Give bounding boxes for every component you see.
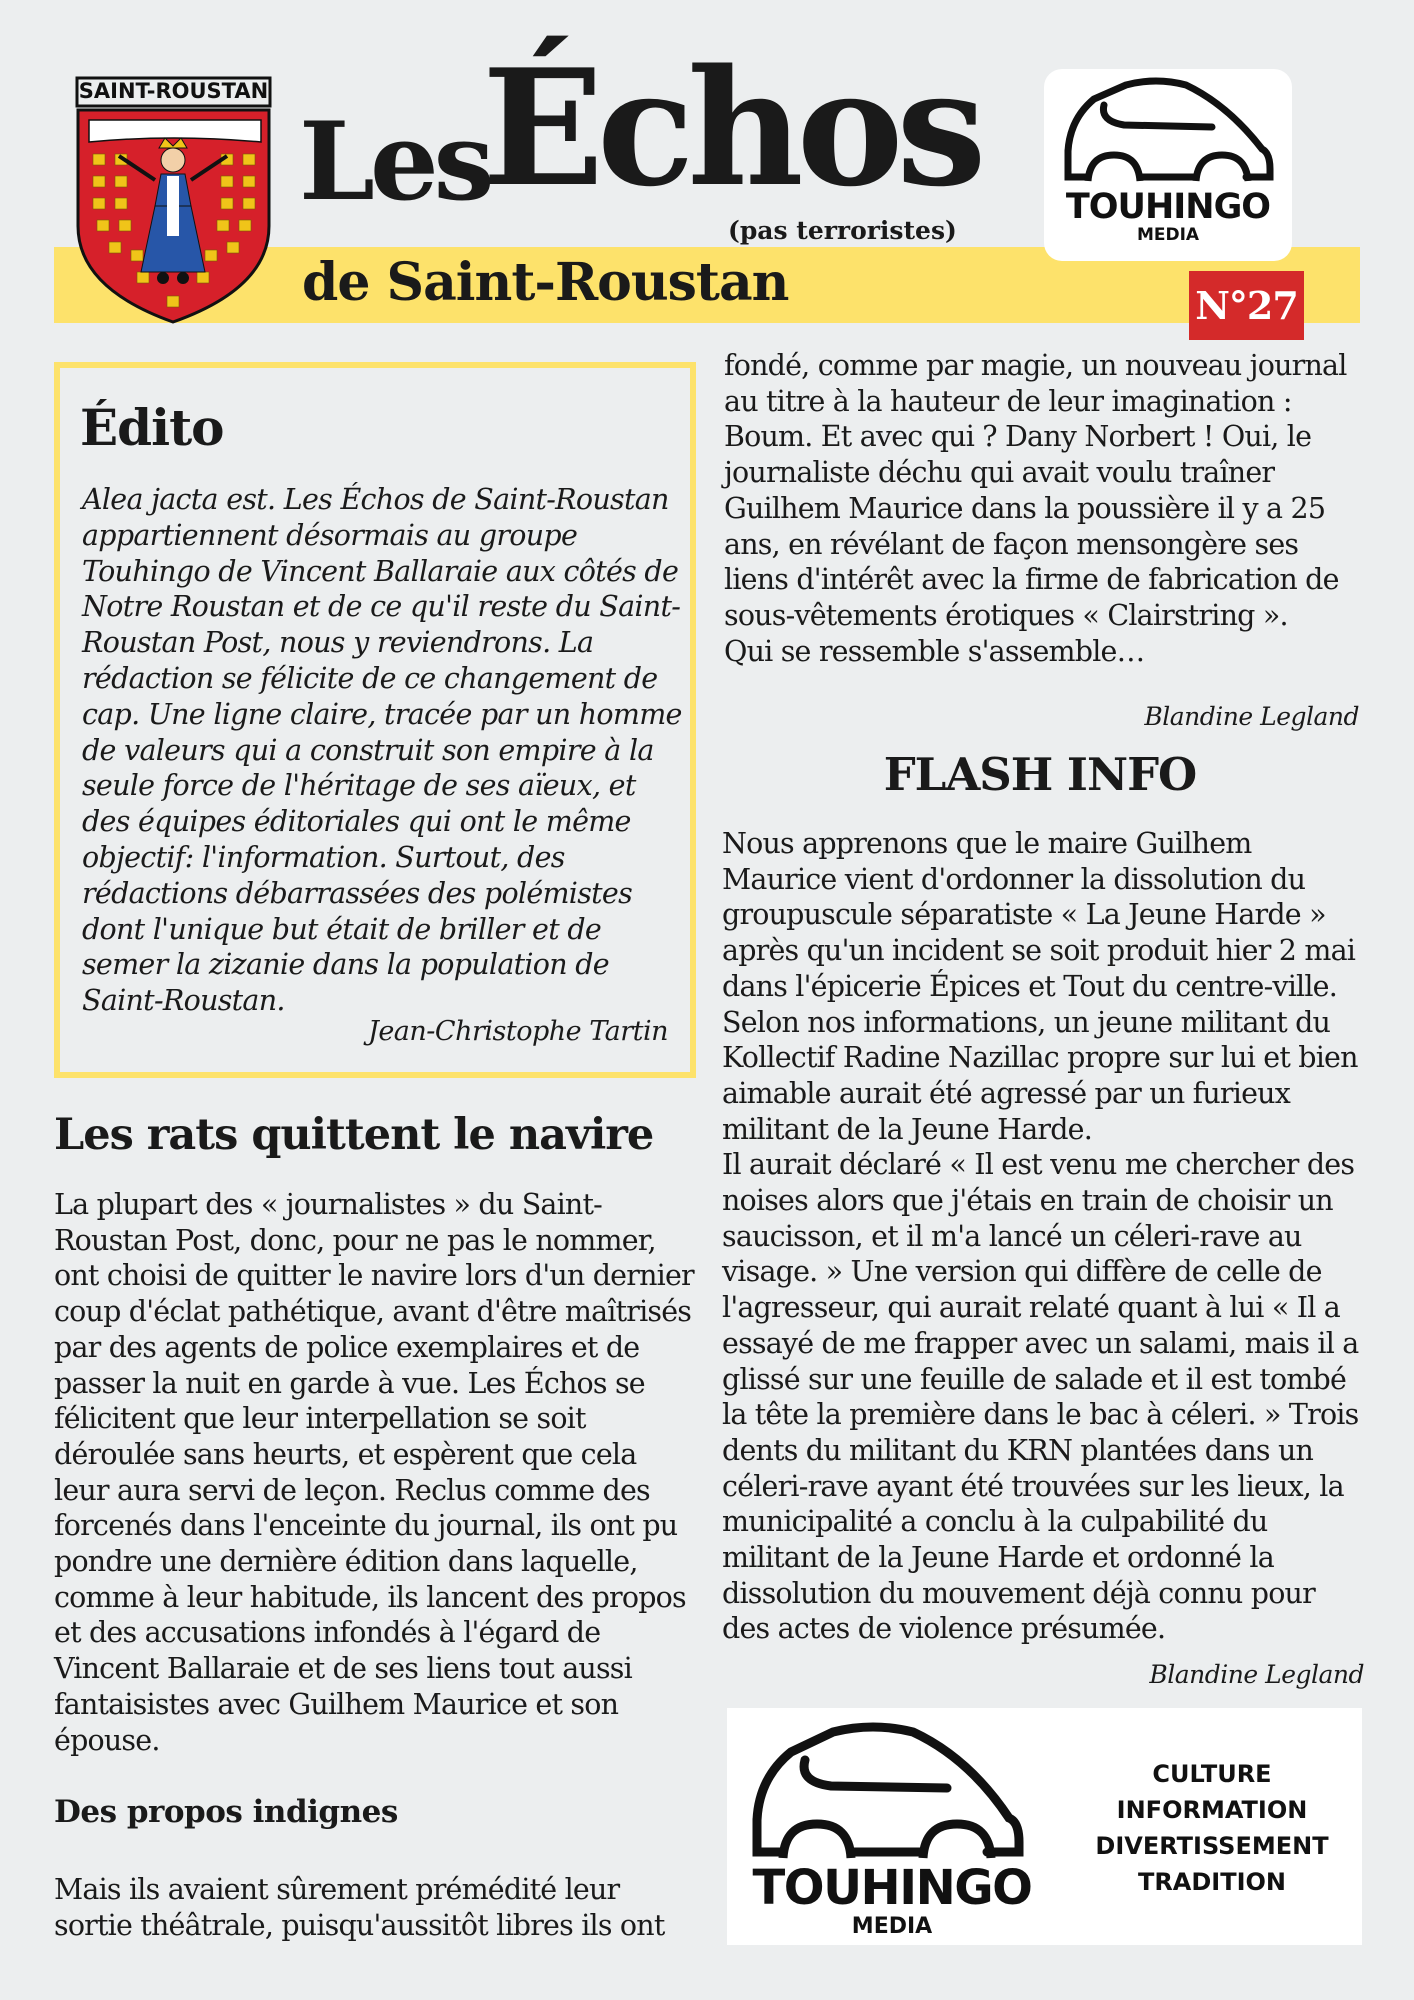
edito-box xyxy=(54,362,696,1078)
ad-tagline xyxy=(1077,1756,1347,1900)
crest-town-name: SAINT-ROUSTAN xyxy=(78,79,269,103)
ad-brand-name: TOUHINGO xyxy=(752,1860,1032,1916)
title-echos: Échos xyxy=(482,34,980,222)
article-body: La plupart des « journalistes » du Saint-Roustan Post, donc, pour ne pas le nommer, ont choisi de quitter le navire lors d'un dernier coup d'éclat pathétique, avant d'être maîtrisés par des agents de police exemplaires et de passer la nuit en garde à vue. Les Échos se félicitent que leur interpellation se soit déroulée sans heurts, et espèrent que cela leur aura servi de leçon. Reclus comme des forcenés dans l'enceinte du journal, ils ont pu pondre une dernière édition dans laquelle, comme à leur habitude, ils lancent des propos et des accusations infondés à l'égard de Vincent Ballaraie et de ses liens tout aussi fantaisistes avec Guilhem Maurice et son épouse. xyxy=(54,1188,694,1757)
title-les: Les xyxy=(299,99,490,225)
ad-tag-tradition: TRADITION xyxy=(1137,1868,1287,1896)
ad-tag-culture: CULTURE xyxy=(1152,1760,1272,1788)
ad-tag-information: INFORMATION xyxy=(1116,1796,1308,1824)
article-continuation-text: fondé, comme par magie, un nouveau journal au titre à la hauteur de leur imagination : Boum. Et avec qui ? Dany Norbert ! Oui, le journaliste déchu qui avait voulu traîner Guilhem Maurice dans la poussière il y a 25 ans, en révélant de façon mensongère ses liens d'intérêt avec la firme de fabrication de sous-vêtements érotiques « Clairstring ». xyxy=(724,349,1347,632)
title-note: (pas terroristes) xyxy=(728,216,957,245)
edito-author: Jean-Christophe Tartin xyxy=(368,1016,668,1047)
logo-brand-sub: MEDIA xyxy=(1136,225,1200,245)
article-body-2: Mais ils avaient sûrement prémédité leur sortie théâtrale, puisqu'aussitôt libres ils ont xyxy=(54,1873,665,1942)
touhingo-logo xyxy=(1044,69,1292,261)
flash-info-title: FLASH INFO xyxy=(883,748,1197,801)
ad-tag-divertissement: DIVERTISSEMENT xyxy=(1095,1832,1329,1860)
ad-brand-sub: MEDIA xyxy=(851,1914,933,1939)
article-author: Blandine Legland xyxy=(1144,702,1359,731)
logo-brand-name: TOUHINGO xyxy=(1065,187,1271,227)
article-closing-line: Qui se ressemble s'assemble… xyxy=(724,634,1145,668)
flash-info-paragraph-1: Nous apprenons que le maire Guilhem Maurice vient d'ordonner la dissolution du groupuscule séparatiste « La Jeune Harde » après qu'un incident se soit produit hier 2 mai dans l'épicerie Épices et Tout du centre-ville. Selon nos informations, un jeune militant du Kollectif Radine Nazillac propre sur lui et bien aimable aurait été agressé par un furieux militant de la Jeune Harde. xyxy=(722,827,1358,1146)
touhingo-advertisement xyxy=(727,1708,1362,1945)
town-crest xyxy=(75,76,272,326)
article-subheading: Des propos indignes xyxy=(54,1794,398,1830)
article-title: Les rats quittent le navire xyxy=(54,1110,654,1160)
flash-info-body xyxy=(722,826,1366,1647)
article-continuation xyxy=(724,348,1364,669)
edito-title: Édito xyxy=(80,398,224,457)
issue-number-badge: N°27 xyxy=(1189,271,1304,340)
title-subtitle: de Saint-Roustan xyxy=(302,252,789,313)
flash-info-author: Blandine Legland xyxy=(1149,1660,1364,1689)
edito-body: Alea jacta est. Les Échos de Saint-Roustan appartiennent désormais au groupe Touhingo de Vincent Ballaraie aux côtés de Notre Roustan et de ce qu'il reste du Saint-Roustan Post, nous y reviendrons. La rédaction se félicite de ce changement de cap. Une ligne claire, tracée par un homme de valeurs qui a construit son empire à la seule force de l'héritage de ses aïeux, et des équipes éditoriales qui ont le même objectif: l'information. Surtout, des rédactions débarrassées des polémistes dont l'unique but était de briller et de semer la zizanie dans la population de Saint-Roustan. xyxy=(82,483,682,1018)
flash-info-paragraph-2: Il aurait déclaré « Il est venu me chercher des noises alors que j'étais en train de choisir un saucisson, et il m'a lancé un céleri-rave au visage. » Une version qui diffère de celle de l'agresseur, qui aurait relaté quant à lui « Il a essayé de me frapper avec un salami, mais il a glissé sur une feuille de salade et il est tombé la tête la première dans le bac à céleri. » Trois dents du militant du KRN plantées dans un céleri-rave ayant été trouvées sur les lieux, la municipalité a conclu à la culpabilité du militant de la Jeune Harde et ordonné la dissolution du mouvement déjà connu pour des actes de violence présumée. xyxy=(722,1148,1359,1646)
